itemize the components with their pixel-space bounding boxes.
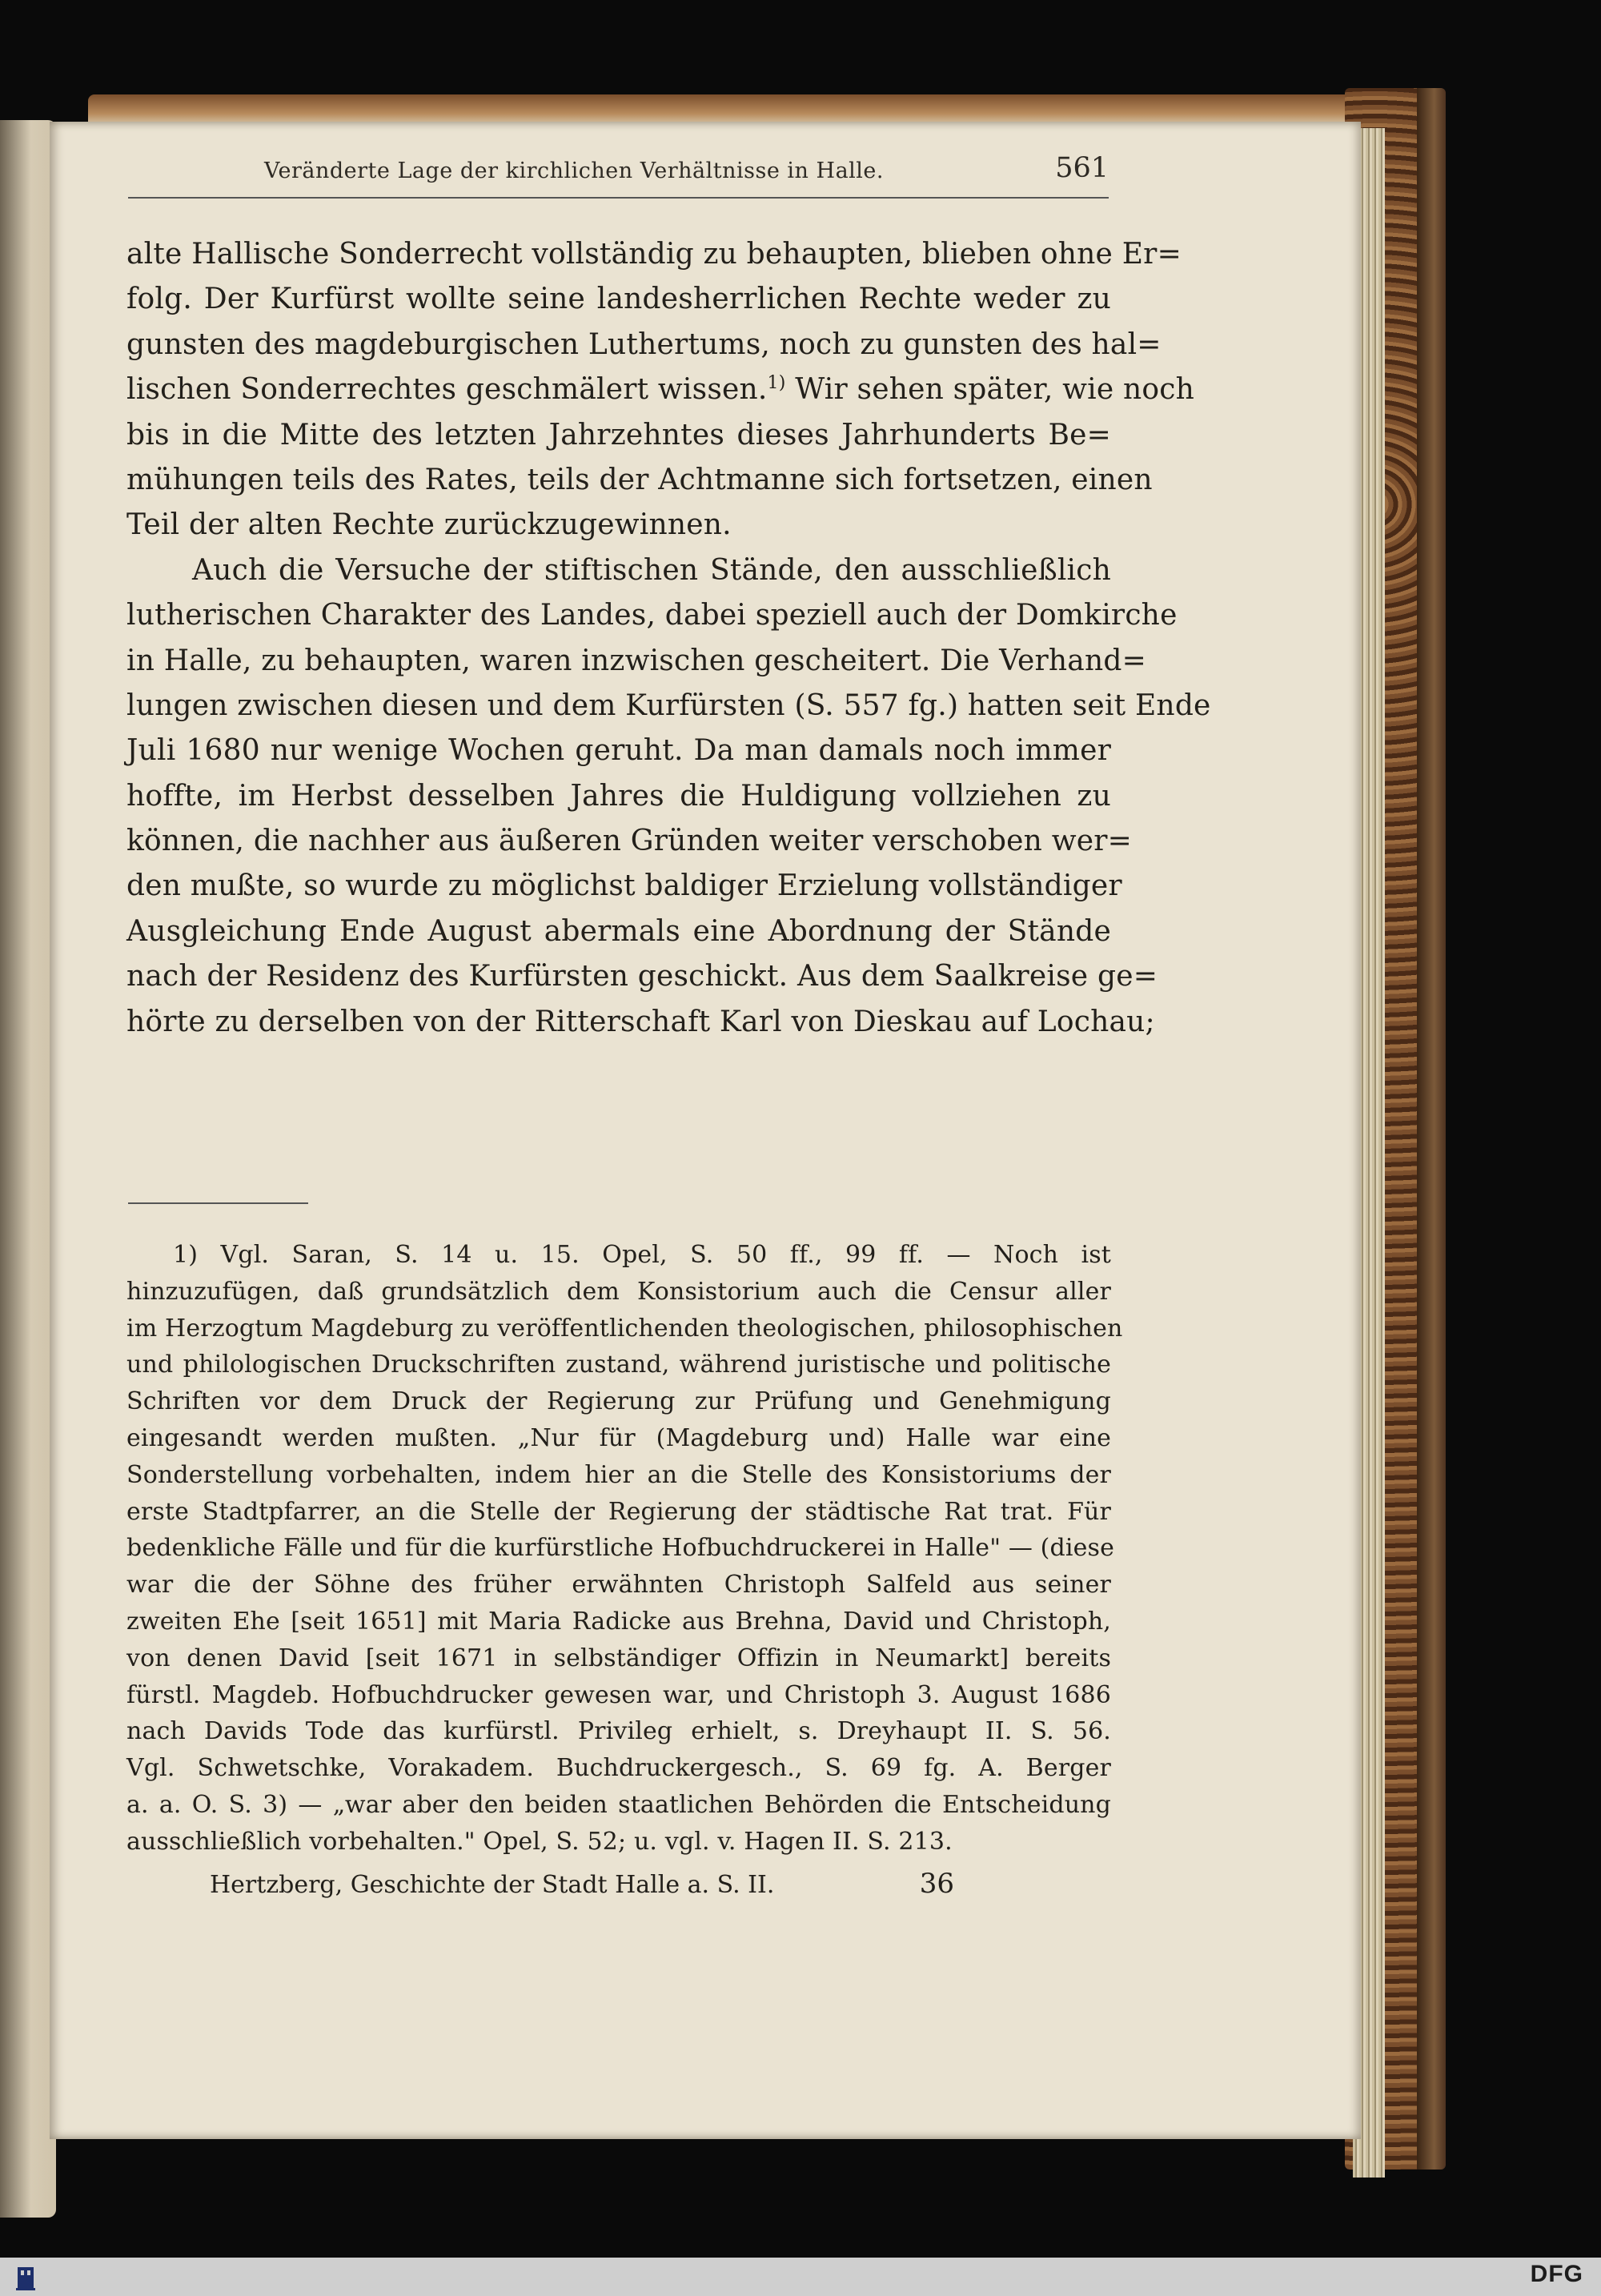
text-line: mühungen teils des Rates, teils der Achtmanne sich fortsetzen, einen xyxy=(126,463,1153,496)
footnote-reference: 1) xyxy=(767,373,786,394)
text-line: lutherischen Charakter des Landes, dabei speziell auch der Domkirche xyxy=(126,599,1178,632)
running-header xyxy=(128,152,1109,194)
dfg-logo: DFG xyxy=(1530,2261,1583,2287)
footnote-line: Vgl. Schwetschke, Vorakadem. Buchdruckergesch., S. 69 fg. A. Berger xyxy=(126,1754,1111,1783)
footnote-line: Sonderstellung vorbehalten, indem hier an die Stelle des Konsistoriums der xyxy=(126,1460,1111,1489)
text-line: hörte zu derselben von der Ritterschaft Karl von Dieskau auf Lochau; xyxy=(126,1005,1155,1038)
text-line-with-note xyxy=(126,367,1194,412)
running-title: Veränderte Lage der kirchlichen Verhältnisse in Halle. xyxy=(264,159,884,183)
signature-text: Hertzberg, Geschichte der Stadt Halle a. S. II. xyxy=(210,1871,775,1899)
cover-spine-edge xyxy=(1417,88,1446,2170)
text-line: Auch die Versuche der stiftischen Stände, den ausschließlich xyxy=(192,553,1111,587)
text-line: können, die nachher aus äußeren Gründen weiter verschoben wer= xyxy=(126,825,1132,858)
text-segment: lischen Sonderrechtes geschmälert wissen. xyxy=(126,373,768,407)
footnote-line: ausschließlich vorbehalten." Opel, S. 52; u. vgl. v. Hagen II. S. 213. xyxy=(126,1827,953,1856)
text-line: Juli 1680 nur wenige Wochen geruht. Da man damals noch immer xyxy=(126,734,1111,768)
text-line: alte Hallische Sonderrecht vollständig zu behaupten, blieben ohne Er= xyxy=(126,238,1182,271)
text-line: den mußte, so wurde zu möglichst baldiger Erzielung vollständiger xyxy=(126,869,1122,903)
text-line: Teil der alten Rechte zurückzugewinnen. xyxy=(126,508,732,542)
footnotes xyxy=(126,1237,1123,1860)
footnote-line: 1) Vgl. Saran, S. 14 u. 15. Opel, S. 50 ff., 99 ff. — Noch ist xyxy=(173,1241,1111,1269)
text-line: gunsten des magdeburgischen Luthertums, noch zu gunsten des hal= xyxy=(126,327,1162,361)
footnote-line: zweiten Ehe [seit 1651] mit Maria Radicke aus Brehna, David und Christoph, xyxy=(126,1607,1111,1636)
header-rule xyxy=(128,197,1109,199)
text-line: folg. Der Kurfürst wollte seine landesherrlichen Rechte weder zu xyxy=(126,283,1111,316)
footnote-line: hinzuzufügen, daß grundsätzlich dem Konsistorium auch die Censur aller xyxy=(126,1277,1111,1306)
page-number: 561 xyxy=(1055,152,1109,184)
signature-number: 36 xyxy=(919,1868,954,1900)
library-logo-icon xyxy=(11,2264,40,2293)
text-line: hoffte, im Herbst desselben Jahres die Huldigung vollziehen zu xyxy=(126,779,1111,813)
footnote-line: im Herzogtum Magdeburg zu veröffentlichenden theologischen, philosophischen xyxy=(126,1314,1123,1343)
signature-line xyxy=(210,1868,954,1908)
text-line: lungen zwischen diesen und dem Kurfürsten (S. 557 fg.) hatten seit Ende xyxy=(126,688,1211,722)
facing-page-edge xyxy=(0,120,56,2218)
footnote-line: erste Stadtpfarrer, an die Stelle der Regierung der städtische Rat trat. Für xyxy=(126,1497,1111,1526)
viewer-footer-bar xyxy=(0,2258,1601,2296)
footnote-line: bedenkliche Fälle und für die kurfürstliche Hofbuchdruckerei in Halle" — (diese xyxy=(126,1534,1114,1563)
footnote-line: Schriften vor dem Druck der Regierung zur Prüfung und Genehmigung xyxy=(126,1387,1111,1416)
footnote-line: nach Davids Tode das kurfürstl. Privileg erhielt, s. Dreyhaupt II. S. 56. xyxy=(126,1717,1111,1746)
footnote-line: eingesandt werden mußten. „Nur für (Magdeburg und) Halle war eine xyxy=(126,1423,1111,1452)
text-segment: Wir sehen später, wie noch xyxy=(795,373,1194,407)
footnote-line: und philologischen Druckschriften zustand, während juristische und politische xyxy=(126,1351,1111,1379)
text-line: in Halle, zu behaupten, waren inzwischen gescheitert. Die Verhand= xyxy=(126,644,1146,677)
footnote-line: a. a. O. S. 3) — „war aber den beiden staatlichen Behörden die Entscheidung xyxy=(126,1790,1111,1819)
text-line: bis in die Mitte des letzten Jahrzehntes dieses Jahrhunderts Be= xyxy=(126,418,1111,452)
text-line: nach der Residenz des Kurfürsten geschickt. Aus dem Saalkreise ge= xyxy=(126,960,1158,993)
footnote-line: fürstl. Magdeb. Hofbuchdrucker gewesen war, und Christoph 3. August 1686 xyxy=(126,1680,1111,1709)
footnote-line: war die der Söhne des früher erwähnten Christoph Salfeld aus seiner xyxy=(126,1571,1111,1600)
main-text xyxy=(126,232,1211,1045)
footnote-rule xyxy=(128,1202,308,1204)
text-line: Ausgleichung Ende August abermals eine Abordnung der Stände xyxy=(126,914,1111,948)
footnote-line: von denen David [seit 1671 in selbständiger Offizin in Neumarkt] bereits xyxy=(126,1644,1111,1672)
